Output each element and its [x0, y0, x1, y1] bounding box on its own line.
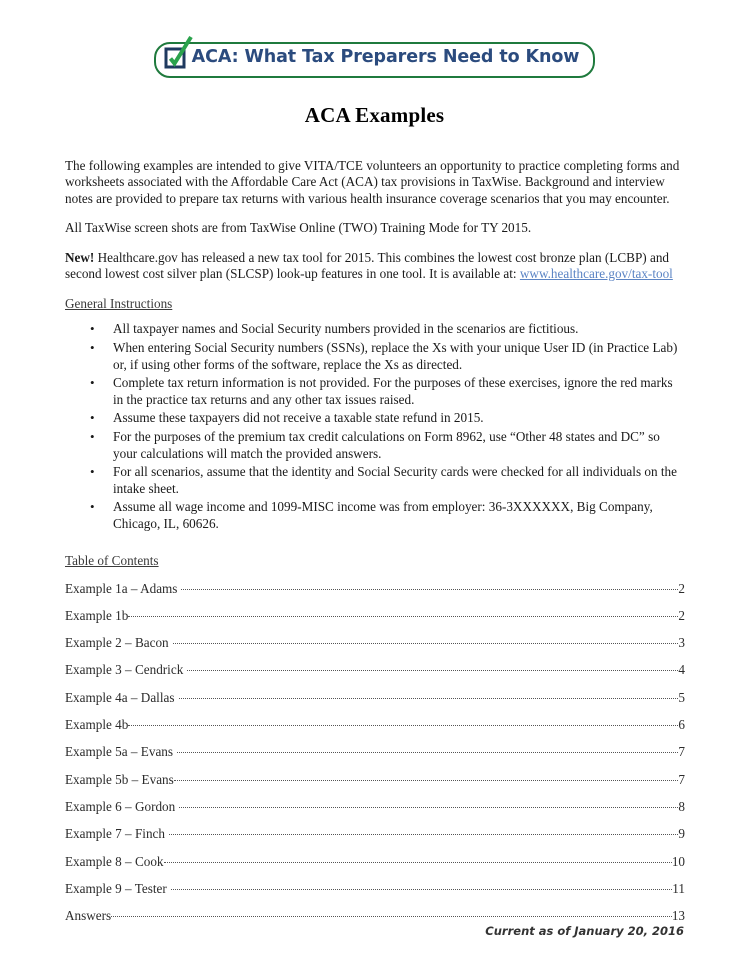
new-label: New! — [65, 249, 95, 265]
toc-entry[interactable] — [65, 580, 685, 597]
list-item — [65, 321, 685, 338]
toc-entry-label: Example 5b – Evans — [65, 771, 174, 787]
list-item — [65, 499, 685, 532]
toc-entry[interactable] — [65, 661, 685, 678]
toc-entry-label: Answers — [65, 908, 112, 924]
toc-entry-label: Example 9 – Tester — [65, 880, 167, 896]
toc-entry-page: 7 — [678, 771, 685, 787]
toc-entry-page: 13 — [671, 908, 685, 924]
toc-entry-page: 6 — [678, 717, 685, 733]
toc-entry-label: Example 4b — [65, 717, 129, 733]
toc-entry[interactable] — [65, 771, 685, 788]
intro-paragraph-1: The following examples are intended to give VITA/TCE volunteers an opportunity to practice completing forms and worksheets associated with the Affordable Care Act (ACA) tax provisions in TaxWise. Background and interview notes are provided to prepare tax returns with various health insurance coverage scenarios that you may encounter. — [65, 158, 680, 206]
intro-paragraph-2: All TaxWise screen shots are from TaxWise Online (TWO) Training Mode for TY 2015. — [65, 220, 532, 236]
toc-entry-page: 11 — [672, 880, 685, 896]
toc-entry[interactable] — [65, 689, 685, 706]
badge-title-text: ACA: What Tax Preparers Need to Know — [191, 46, 580, 67]
list-item-text: Complete tax return information is not provided. For the purposes of these exercises, ignore the red marks in the practice tax returns and any other tax issues raised. — [113, 375, 673, 407]
general-instructions-list — [65, 321, 685, 532]
toc-entry-page: 3 — [678, 635, 685, 651]
toc-entry-label: Example 5a – Evans — [65, 744, 174, 760]
list-item-text: When entering Social Security numbers (SSNs), replace the Xs with your unique User ID (in Practice Lab) or, if using other forms of the software, replace the Xs as directed. — [113, 340, 678, 372]
toc-leader-dots — [179, 689, 679, 702]
toc-entry[interactable] — [65, 716, 685, 733]
toc-entry-label: Example 8 – Cook — [65, 853, 164, 869]
toc-entry-label: Example 1a – Adams — [65, 580, 178, 596]
toc-entry-page: 10 — [671, 853, 685, 869]
toc-entry-page: 4 — [678, 662, 685, 678]
toc-entry-label: Example 7 – Finch — [65, 826, 165, 842]
toc-entry-page: 2 — [678, 607, 685, 623]
list-item — [65, 464, 685, 497]
list-item-text: Assume these taxpayers did not receive a taxable state refund in 2015. — [113, 410, 484, 426]
toc-entry[interactable] — [65, 798, 685, 815]
toc-entry-page: 2 — [678, 580, 685, 596]
toc-leader-dots — [164, 853, 672, 866]
toc-entry-page: 5 — [678, 689, 685, 705]
toc-leader-dots — [111, 907, 672, 920]
new-paragraph-text: Healthcare.gov has released a new tax tool for 2015. This combines the lowest cost bronze plan (LCBP) and second lowest cost silver plan (SLCSP) look-up features in one tool. It is available at: — [65, 249, 670, 282]
toc-entry-label: Example 2 – Bacon — [65, 635, 169, 651]
list-item — [65, 340, 685, 373]
toc-leader-dots — [128, 607, 678, 620]
document-body — [65, 158, 685, 934]
bullet-icon: • — [90, 464, 95, 480]
list-item-text: For all scenarios, assume that the identity and Social Security cards were checked for all individuals on the intake sheet. — [113, 464, 677, 496]
table-of-contents-list — [65, 580, 685, 925]
toc-entry-page: 9 — [678, 826, 685, 842]
list-item-text: For the purposes of the premium tax credit calculations on Form 8962, use “Other 48 states and DC” so your calculations will match the provided answers. — [113, 429, 660, 461]
toc-leader-dots — [187, 661, 678, 674]
toc-entry-page: 7 — [678, 744, 685, 760]
toc-entry[interactable] — [65, 907, 685, 924]
bullet-icon: • — [90, 499, 95, 515]
toc-entry[interactable] — [65, 880, 685, 897]
toc-entry[interactable] — [65, 853, 685, 870]
bullet-icon: • — [90, 410, 95, 426]
toc-entry-page: 8 — [678, 798, 685, 814]
toc-leader-dots — [128, 716, 678, 729]
toc-entry-label: Example 4a – Dallas — [65, 689, 175, 705]
toc-leader-dots — [174, 771, 679, 784]
bullet-icon: • — [90, 321, 95, 337]
intro-paragraph-3 — [65, 250, 685, 283]
bullet-icon: • — [90, 340, 95, 356]
toc-leader-dots — [173, 634, 679, 647]
toc-leader-dots — [171, 880, 673, 893]
healthcare-tax-tool-link[interactable]: www.healthcare.gov/tax-tool — [519, 266, 673, 282]
header-logo-area — [0, 42, 749, 78]
toc-leader-dots — [179, 798, 678, 811]
list-item-text: Assume all wage income and 1099-MISC income was from employer: 36-3XXXXXX, Big Company, Chicago, IL, 60626. — [113, 499, 653, 531]
toc-leader-dots — [181, 580, 678, 593]
toc-entry-label: Example 6 – Gordon — [65, 798, 176, 814]
list-item — [65, 410, 685, 427]
toc-entry-label: Example 1b — [65, 607, 129, 623]
footer-date-text: Current as of January 20, 2016 — [485, 924, 684, 938]
checked-checkbox-icon — [166, 48, 185, 67]
list-item — [65, 429, 685, 462]
toc-leader-dots — [169, 825, 678, 838]
page-title: ACA Examples — [304, 103, 445, 127]
toc-leader-dots — [177, 743, 678, 756]
list-item — [65, 375, 685, 408]
aca-course-badge — [154, 42, 596, 78]
bullet-icon: • — [90, 429, 95, 444]
table-of-contents-heading: Table of Contents — [65, 552, 159, 568]
toc-entry[interactable] — [65, 743, 685, 760]
toc-entry-label: Example 3 – Cendrick — [65, 662, 184, 678]
toc-entry[interactable] — [65, 607, 685, 624]
bullet-icon: • — [90, 375, 95, 391]
toc-entry[interactable] — [65, 634, 685, 651]
toc-entry[interactable] — [65, 825, 685, 842]
list-item-text: All taxpayer names and Social Security numbers provided in the scenarios are fictitious. — [113, 321, 579, 337]
general-instructions-heading: General Instructions — [65, 296, 173, 312]
